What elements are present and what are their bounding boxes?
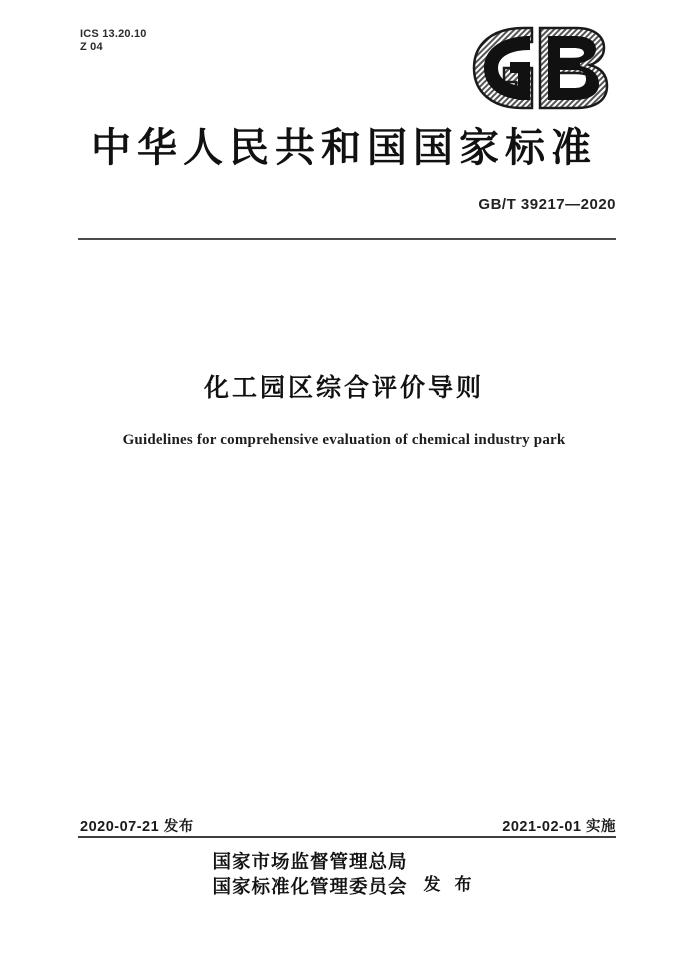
issuer-line-1: 国家市场监督管理总局 xyxy=(212,852,408,873)
effective-date: 2021-02-01 实施 xyxy=(502,819,616,835)
page-title: 中华人民共和国国家标准 xyxy=(91,125,597,171)
issue-date: 2020-07-21 发布 xyxy=(80,819,194,835)
gb-logo-icon xyxy=(464,22,614,114)
ics-classification-block xyxy=(80,28,147,54)
issuer-line-2: 国家标准化管理委员会 xyxy=(212,877,408,898)
footer-divider xyxy=(78,836,616,838)
document-title-cn: 化工园区综合评价导则 xyxy=(203,373,484,402)
issue-word: 发 布 xyxy=(423,874,476,895)
header-divider xyxy=(78,238,616,240)
document-title-en: Guidelines for comprehensive evaluation of chemical industry park xyxy=(122,432,566,448)
issuer-names xyxy=(213,850,408,900)
ccs-code: Z 04 xyxy=(80,41,103,53)
standard-number: GB/T 39217—2020 xyxy=(478,196,616,213)
ics-code: ICS 13.20.10 xyxy=(80,28,147,40)
issuing-authorities xyxy=(0,850,688,900)
